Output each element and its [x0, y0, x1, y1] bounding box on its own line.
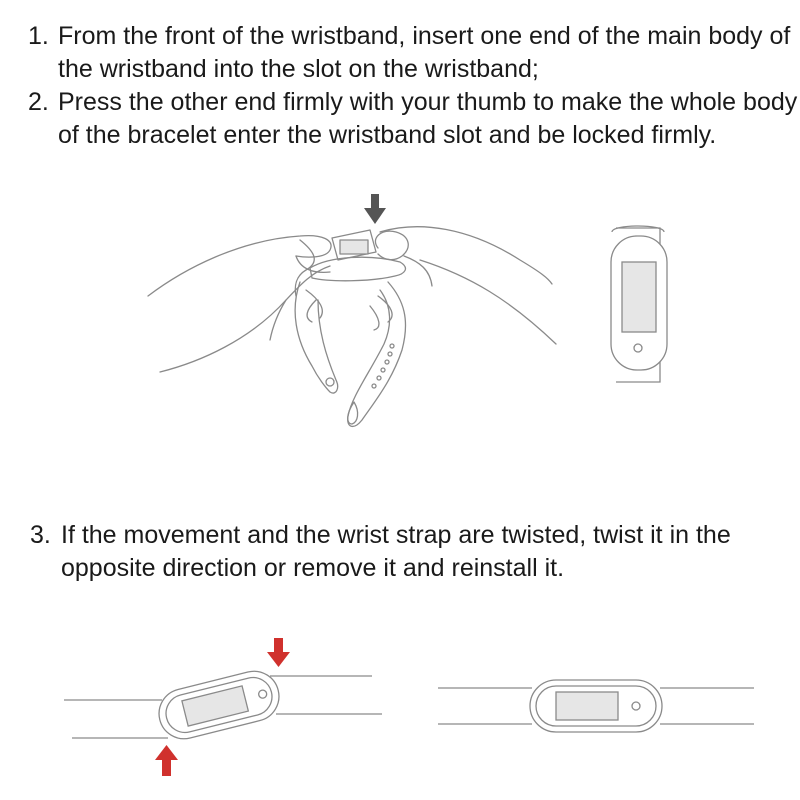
step-number: 2.	[28, 88, 49, 116]
straight-band-illustration	[438, 680, 754, 732]
step-number: 1.	[28, 22, 49, 50]
step-text: Press the other end firmly with your thumb to make the whole body of the bracelet enter the wristband slot and be locked firmly.	[58, 88, 798, 149]
step-text: From the front of the wristband, insert one end of the main body of the wristband into the slot on the wristband;	[58, 22, 791, 83]
down-arrow-icon	[267, 638, 290, 667]
step-text: If the movement and the wrist strap are twisted, twist it in the opposite direction or remove it and reinstall it.	[61, 521, 731, 582]
hands-insert-illustration	[148, 227, 556, 427]
up-arrow-icon	[155, 745, 178, 776]
steps-list-bottom	[0, 519, 800, 585]
step-3	[0, 519, 800, 585]
twisted-band-illustration	[64, 666, 382, 744]
tracker-front-illustration	[611, 226, 667, 382]
down-arrow-icon	[364, 194, 386, 224]
step-number: 3.	[30, 521, 51, 549]
